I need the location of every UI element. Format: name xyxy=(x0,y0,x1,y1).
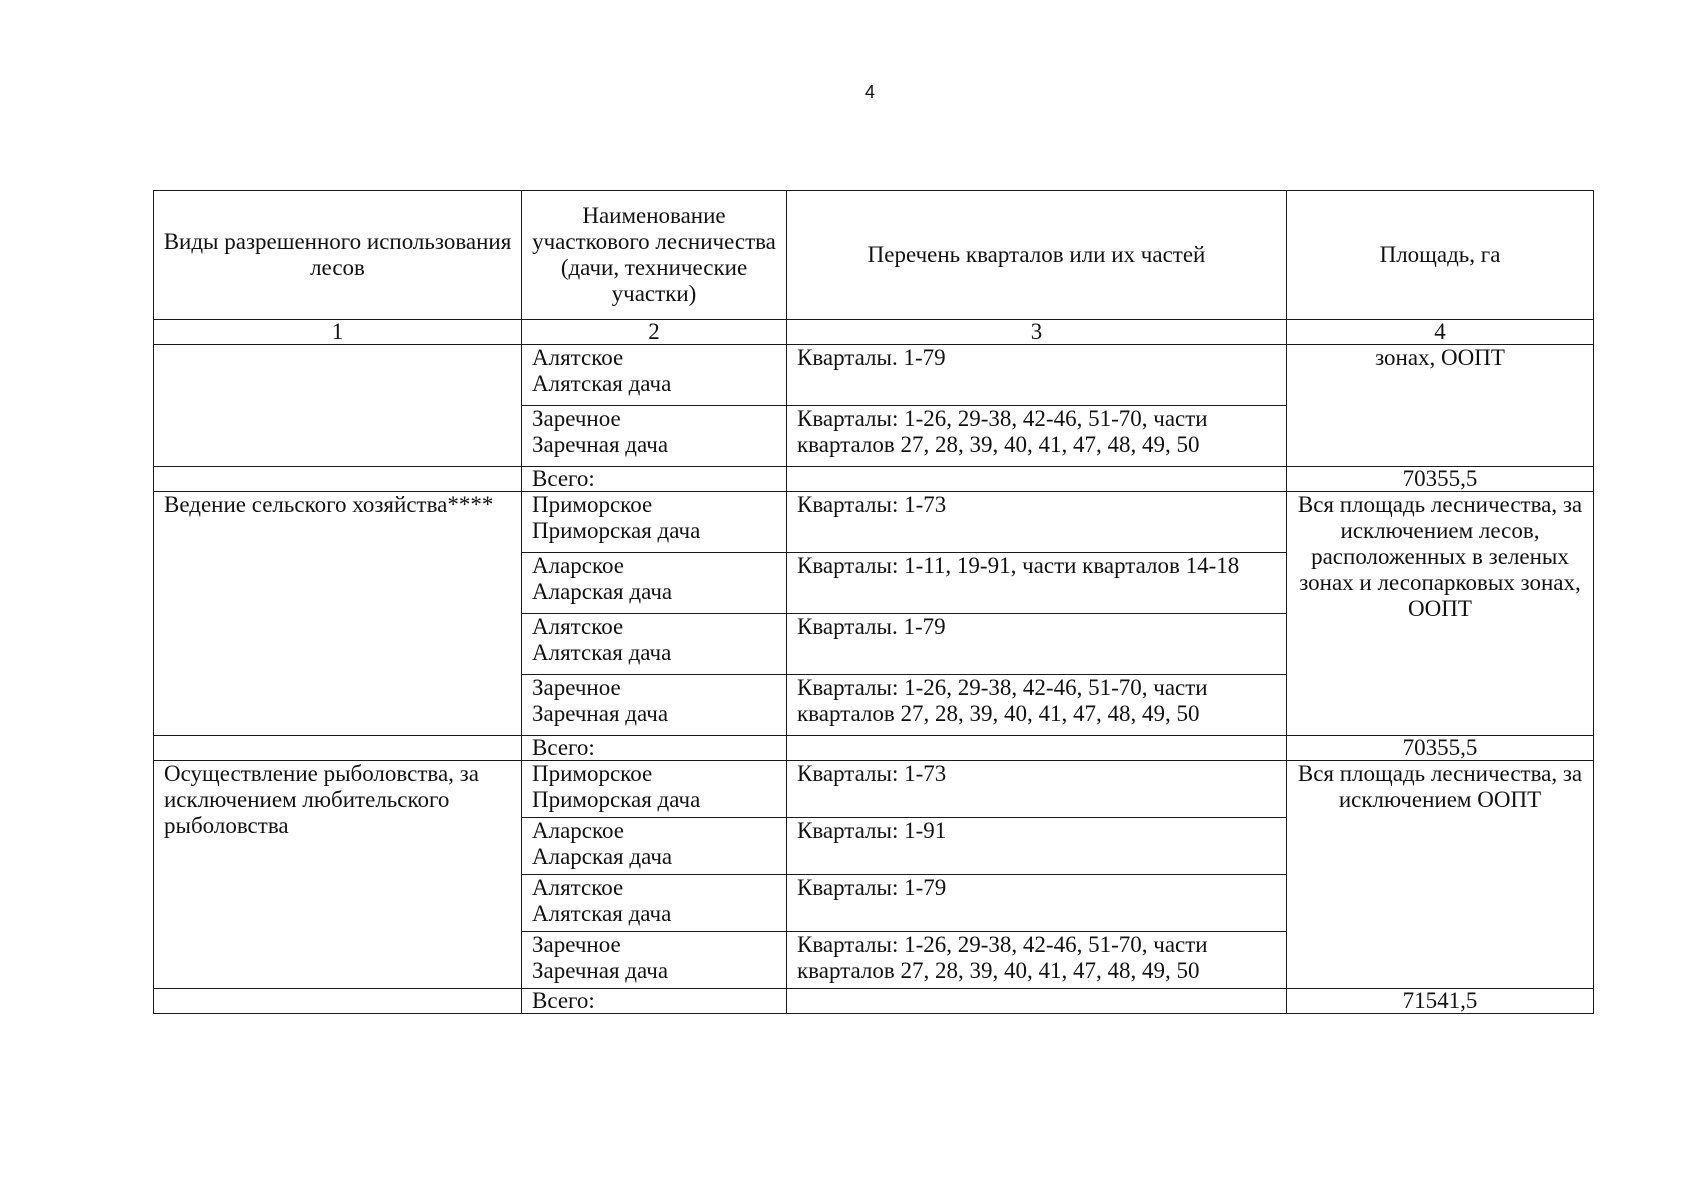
column-number: 1 xyxy=(154,320,522,345)
empty-cell xyxy=(154,989,522,1014)
forestry-name: Заречное xyxy=(532,406,621,431)
empty-cell xyxy=(154,736,522,761)
forestry-cell xyxy=(522,492,787,553)
column-number: 2 xyxy=(522,320,787,345)
table-row xyxy=(154,761,1594,818)
forestry-name: Алятское xyxy=(532,614,624,639)
total-label: Всего: xyxy=(522,989,787,1014)
total-label: Всего: xyxy=(522,736,787,761)
dacha-name: Приморская дача xyxy=(532,787,701,812)
forestry-name: Аларское xyxy=(532,553,624,578)
column-number: 3 xyxy=(787,320,1287,345)
header-use-types: Виды разрешенного использования лесов xyxy=(154,191,522,320)
dacha-name: Алятская дача xyxy=(532,371,672,396)
page-number: 4 xyxy=(864,82,875,102)
table-row xyxy=(154,492,1594,553)
use-type-cell xyxy=(154,345,522,467)
header-forestry-name: Наименование участкового лесничества (дачи, технические участки) xyxy=(522,191,787,320)
quarters-cell: Кварталы: 1-73 xyxy=(787,761,1287,818)
forestry-name: Алятское xyxy=(532,875,624,900)
header-quarters-list: Перечень кварталов или их частей xyxy=(787,191,1287,320)
table-row xyxy=(154,345,1594,406)
quarters-cell: Кварталы: 1-11, 19-91, части кварталов 14-18 xyxy=(787,553,1287,614)
dacha-name: Приморская дача xyxy=(532,518,701,543)
forestry-name: Заречное xyxy=(532,675,621,700)
column-number: 4 xyxy=(1287,320,1594,345)
forestry-cell xyxy=(522,614,787,675)
header-area: Площадь, га xyxy=(1287,191,1594,320)
forestry-cell xyxy=(522,675,787,736)
dacha-name: Алятская дача xyxy=(532,640,672,665)
quarters-cell: Кварталы: 1-26, 29-38, 42-46, 51-70, части кварталов 27, 28, 39, 40, 41, 47, 48, 49, 50 xyxy=(787,675,1287,736)
forest-use-table xyxy=(153,190,1594,1014)
quarters-cell: Кварталы. 1-79 xyxy=(787,614,1287,675)
forestry-name: Приморское xyxy=(532,492,653,517)
forestry-name: Заречное xyxy=(532,932,621,957)
quarters-cell: Кварталы. 1-79 xyxy=(787,345,1287,406)
quarters-cell: Кварталы: 1-26, 29-38, 42-46, 51-70, части кварталов 27, 28, 39, 40, 41, 47, 48, 49, 50 xyxy=(787,406,1287,467)
empty-cell xyxy=(787,467,1287,492)
column-number-row xyxy=(154,320,1594,345)
forestry-name: Аларское xyxy=(532,818,624,843)
empty-cell xyxy=(787,989,1287,1014)
area-note: зонах, ООПТ xyxy=(1287,345,1594,467)
total-value: 70355,5 xyxy=(1287,736,1594,761)
quarters-cell: Кварталы: 1-26, 29-38, 42-46, 51-70, части кварталов 27, 28, 39, 40, 41, 47, 48, 49, 50 xyxy=(787,932,1287,989)
quarters-cell: Кварталы: 1-91 xyxy=(787,818,1287,875)
forestry-cell xyxy=(522,818,787,875)
forestry-cell xyxy=(522,553,787,614)
dacha-name: Алятская дача xyxy=(532,901,672,926)
total-value: 70355,5 xyxy=(1287,467,1594,492)
empty-cell xyxy=(787,736,1287,761)
empty-cell xyxy=(154,467,522,492)
dacha-name: Аларская дача xyxy=(532,844,673,869)
total-row xyxy=(154,989,1594,1014)
table-header-row xyxy=(154,191,1594,320)
area-note: Вся площадь лесничества, за исключением лесов, расположенных в зеленых зонах и лесопарковых зонах, ООПТ xyxy=(1287,492,1594,736)
dacha-name: Заречная дача xyxy=(532,958,669,983)
total-value: 71541,5 xyxy=(1287,989,1594,1014)
quarters-cell: Кварталы: 1-79 xyxy=(787,875,1287,932)
forestry-cell xyxy=(522,761,787,818)
total-label: Всего: xyxy=(522,467,787,492)
area-note: Вся площадь лесничества, за исключением ООПТ xyxy=(1287,761,1594,989)
quarters-cell: Кварталы: 1-73 xyxy=(787,492,1287,553)
forestry-name: Алятское xyxy=(532,345,624,370)
forestry-cell xyxy=(522,406,787,467)
use-type-cell: Осуществление рыболовства, за исключением любительского рыболовства xyxy=(154,761,522,989)
use-type-cell: Ведение сельского хозяйства**** xyxy=(154,492,522,736)
dacha-name: Заречная дача xyxy=(532,701,669,726)
forestry-cell xyxy=(522,875,787,932)
forestry-name: Приморское xyxy=(532,761,653,786)
dacha-name: Аларская дача xyxy=(532,579,673,604)
total-row xyxy=(154,467,1594,492)
forestry-cell xyxy=(522,932,787,989)
forestry-cell xyxy=(522,345,787,406)
dacha-name: Заречная дача xyxy=(532,432,669,457)
total-row xyxy=(154,736,1594,761)
